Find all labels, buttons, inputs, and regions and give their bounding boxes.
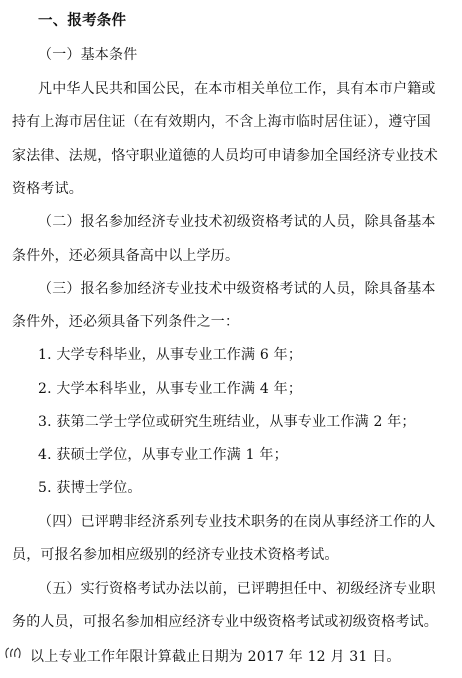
footnote-text: 以上专业工作年限计算截止日期为 2017 年 12 月 31 日。 [30,649,401,665]
paragraph-1-line-4: 资格考试。 [12,181,83,197]
paragraph-2-line-1: （二）报名参加经济专业技术初级资格考试的人员，除具备基本 [38,214,436,230]
paragraph-1-line-2: 持有上海市居住证（在有效期内，不含上海市临时居住证），遵守国 [12,114,431,130]
paragraph-4-line-2: 员，可报名参加相应级别的经济专业技术资格考试。 [12,547,339,563]
subsection-title-basic: （一）基本条件 [38,47,138,63]
paragraph-1-line-1: 凡中华人民共和国公民，在本市相关单位工作，具有本市户籍或 [38,81,436,97]
footnote-marker-icon [4,646,22,660]
list-item: 1. 大学专科毕业，从事专业工作满 6 年； [38,347,303,363]
list-item: 3. 获第二学士学位或研究生班结业，从事专业工作满 2 年； [38,414,416,430]
list-item: 2. 大学本科毕业，从事专业工作满 4 年； [38,381,303,397]
paragraph-3-line-2: 条件外，还必须具备下列条件之一： [12,314,240,330]
paragraph-5-line-1: （五）实行资格考试办法以前，已评聘担任中、初级经济专业职 [38,581,436,597]
paragraph-3-line-1: （三）报名参加经济专业技术中级资格考试的人员，除具备基本 [38,281,436,297]
paragraph-2-line-2: 条件外，还必须具备高中以上学历。 [12,248,240,264]
paragraph-1-line-3: 家法律、法规，恪守职业道德的人员均可申请参加全国经济专业技术 [12,148,438,164]
list-item: 4. 获硕士学位，从事专业工作满 1 年； [38,447,288,463]
paragraph-5-line-2: 务的人员，可报名参加相应经济专业中级资格考试或初级资格考试。 [12,614,438,630]
paragraph-4-line-1: （四）已评聘非经济系列专业技术职务的在岗从事经济工作的人 [38,514,436,530]
section-heading: 一、报考条件 [38,13,127,29]
list-item: 5. 获博士学位。 [38,480,142,496]
